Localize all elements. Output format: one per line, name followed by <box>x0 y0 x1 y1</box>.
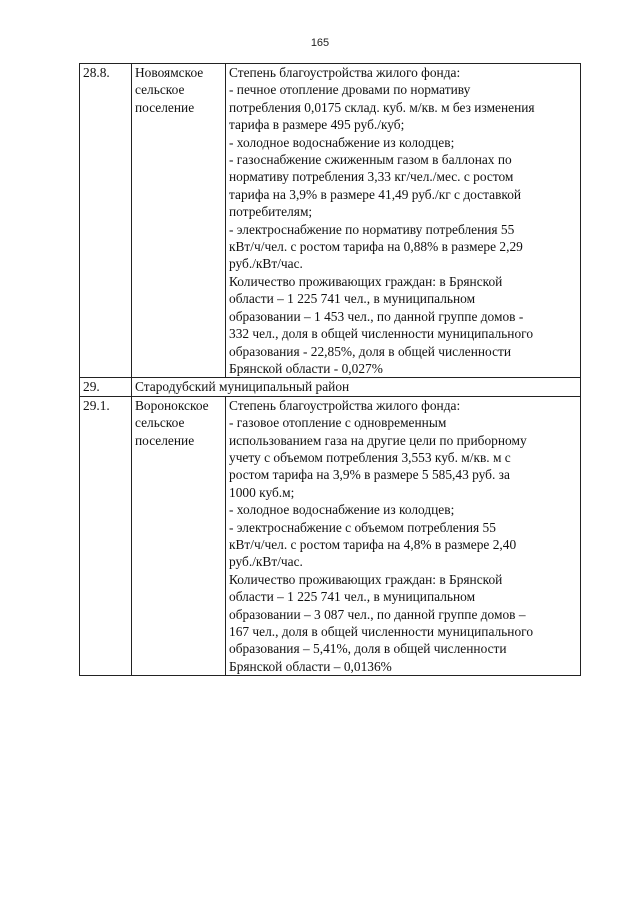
text-line: области – 1 225 741 чел., в муниципальном <box>229 291 476 307</box>
text-line: - холодное водоснабжение из колодцев; <box>229 502 455 518</box>
text-line: потребления 0,0175 склад. куб. м/кв. м без изменения <box>229 99 535 115</box>
text-line: тарифа на 3,9% в размере 41,49 руб./кг с доставкой <box>229 186 522 202</box>
text-line: кВт/ч/чел. с ростом тарифа на 0,88% в размере 2,29 <box>229 239 523 255</box>
text-line: образовании – 1 453 чел., по данной группе домов - <box>229 308 524 324</box>
text-line: Брянской области – 0,0136% <box>229 658 392 674</box>
text-line: - электроснабжение с объемом потребления 55 <box>229 519 496 535</box>
text-line: потребителям; <box>229 204 313 220</box>
settlement-name-cell <box>132 64 226 378</box>
row-number-cell: 29. <box>80 378 132 396</box>
row-number-cell: 29.1. <box>80 396 132 676</box>
settlements-table <box>79 63 581 676</box>
text-line: учету с объемом потребления 3,553 куб. м/кв. м с <box>229 449 511 465</box>
table-row <box>80 396 581 676</box>
text-line: области – 1 225 741 чел., в муниципальном <box>229 589 476 605</box>
text-line: образовании – 3 087 чел., по данной группе домов – <box>229 606 526 622</box>
text-line: - печное отопление дровами по нормативу <box>229 82 471 98</box>
table-row <box>80 64 581 378</box>
row-number-cell: 28.8. <box>80 64 132 378</box>
text-line: нормативу потребления 3,33 кг/чел./мес. с ростом <box>229 169 514 185</box>
text-line: 167 чел., доля в общей численности муниципального <box>229 624 534 639</box>
text-line: образования – 5,41%, доля в общей численности <box>229 641 507 657</box>
description-cell <box>226 64 581 378</box>
text-line: сельское <box>135 415 185 431</box>
text-line: 332 чел., доля в общей численности муниципального <box>229 326 534 342</box>
text-line: Степень благоустройства жилого фонда: <box>229 65 461 80</box>
text-line: образования - 22,85%, доля в общей численности <box>229 343 512 359</box>
text-line: использованием газа на другие цели по приборному <box>229 432 527 448</box>
text-line: поселение <box>135 432 195 448</box>
text-line: ростом тарифа на 3,9% в размере 5 585,43 руб. за <box>229 467 510 483</box>
text-line: - электроснабжение по нормативу потребления 55 <box>229 221 515 237</box>
settlement-name-cell <box>132 396 226 676</box>
text-line: поселение <box>135 99 195 115</box>
text-line: - газоснабжение сжиженным газом в баллонах по <box>229 152 512 168</box>
text-line: Степень благоустройства жилого фонда: <box>229 397 461 413</box>
district-name-cell: Стародубский муниципальный район <box>132 378 581 396</box>
text-line: - газовое отопление с одновременным <box>229 415 447 431</box>
text-line: Новоямское <box>135 65 204 80</box>
text-line: руб./кВт/час. <box>229 554 303 570</box>
text-line: сельское <box>135 82 185 98</box>
text-line: Количество проживающих граждан: в Брянской <box>229 571 503 587</box>
table-row <box>80 378 581 396</box>
text-line: - холодное водоснабжение из колодцев; <box>229 134 455 150</box>
text-line: Брянской области - 0,027% <box>229 360 383 376</box>
text-line: Воронокское <box>135 397 209 413</box>
text-line: 1000 куб.м; <box>229 484 295 500</box>
text-line: Количество проживающих граждан: в Брянской <box>229 273 503 289</box>
description-cell <box>226 396 581 676</box>
text-line: кВт/ч/чел. с ростом тарифа на 4,8% в размере 2,40 <box>229 536 517 552</box>
text-line: руб./кВт/час. <box>229 256 303 272</box>
page-number: 165 <box>310 37 330 49</box>
text-line: тарифа в размере 495 руб./куб; <box>229 117 405 133</box>
